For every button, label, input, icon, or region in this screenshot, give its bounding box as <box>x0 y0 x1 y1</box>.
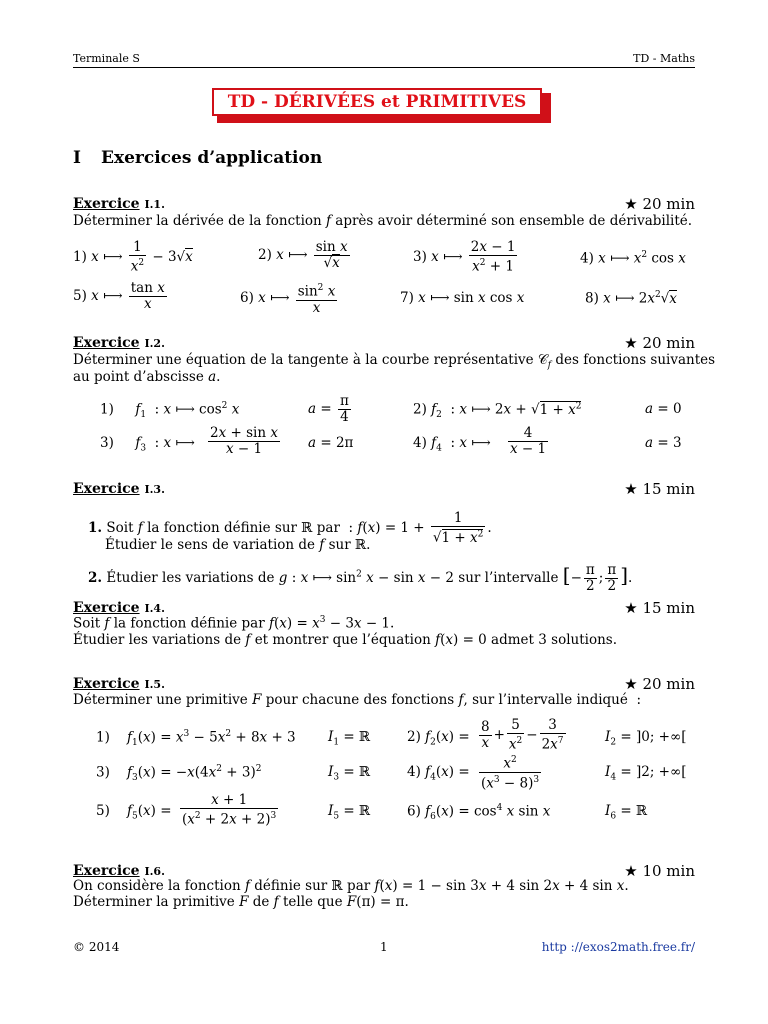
exercise-item: 7) x ⟼ sin x cos x <box>400 290 525 306</box>
exercise-item: 2) $f_2$ : x ⟼ $2x + √1 + x^2$ <box>413 401 582 421</box>
exercise-time: ★ 20 min <box>624 195 695 213</box>
exercise-item: $I_6$ = ℝ <box>605 803 648 822</box>
exercise-item: $\frac{x + 1}{(x^2 + 2x + 2)^3}$ <box>182 792 277 828</box>
exercise-item: 6) $f_6(x) = \cos^4 x$ sin x <box>407 803 551 823</box>
exercise-heading-5 <box>73 676 165 692</box>
section-number: I <box>73 148 81 168</box>
exercise-heading-6 <box>73 863 165 879</box>
exercise-item: 3) $f_3$ : x ⟼ <box>100 435 195 454</box>
header-right: TD - Maths <box>633 52 695 65</box>
exercise-item: $\frac{\text{2x + sin x}}{x - 1}$ <box>210 425 278 457</box>
exercise-heading-1 <box>73 196 165 212</box>
exercise-statement: Déterminer la dérivée de la fonction f après avoir déterminé son ensemble de dérivabilité. <box>73 213 693 229</box>
exercise-item: 5) $f_5(x)$ = <box>96 803 172 822</box>
exercise-number: I.1. <box>144 198 165 211</box>
header-left: Terminale S <box>73 52 140 65</box>
exercise-item: $\frac{4}{x - 1}$ <box>510 425 547 457</box>
exercise-item: a = 3 <box>645 435 682 451</box>
exercise-heading-4 <box>73 600 165 616</box>
exercise-label: Exercice <box>73 335 140 351</box>
exercise-label: Exercice <box>73 196 140 212</box>
exercise-statement: Étudier les variations de f et montrer que l’équation f(x) = 0 admet 3 solutions. <box>73 632 617 648</box>
exercise-item: $I_4 = ]2$; +∞[ <box>605 764 687 783</box>
title-box <box>212 88 542 116</box>
exercise-statement: Déterminer une équation de la tangente à la courbe représentative 𝒞$_f$ des fonctions suivantes <box>73 352 716 371</box>
exercise-item: 3) $f_3(x) = -x(4x^2 + 3)^2$ <box>96 764 262 784</box>
header-rule <box>73 67 695 68</box>
exercise-label: Exercice <box>73 863 140 879</box>
page-number: 1 <box>380 940 388 954</box>
exercise-heading-3 <box>73 481 165 497</box>
exercise-number: I.3. <box>144 483 165 496</box>
exercise-item: 4) $f_4$ : x ⟼ <box>413 435 491 454</box>
section-title: Exercices d’application <box>101 148 323 168</box>
exercise-item: 8) x ⟼ $2x^2√x$ <box>585 290 677 307</box>
exercise-time: ★ 15 min <box>624 599 695 617</box>
exercise-item: a = 0 <box>645 401 682 417</box>
exercise-item: 5) x ⟼ $\frac{\text{tan x}}{x}$ <box>73 280 165 312</box>
exercise-question: 2. Étudier les variations de g : x ⟼ $\sin^2 x - \sin x - 2$ sur l’intervalle [− $\frac{\pi}{2}$ ; $\frac{\pi}{2}$ ]. <box>88 562 633 594</box>
exercise-question: 1. Soit f la fonction définie sur ℝ par : f(x) = 1 + $\frac{1}{√1 + x^2}$ . <box>88 510 492 546</box>
exercise-statement: Soit f la fonction définie par $f(x) = x^3 - 3x - 1$. <box>73 615 395 632</box>
exercise-item: $I_5$ = ℝ <box>328 803 371 822</box>
exercise-statement: Déterminer une primitive F pour chacune des fonctions f, sur l’intervalle indiqué : <box>73 692 641 708</box>
footer-copyright: © 2014 <box>73 940 120 954</box>
exercise-statement: au point d’abscisse a. <box>73 369 221 385</box>
exercise-statement: Déterminer la primitive F de f telle que F(π) = π. <box>73 894 409 910</box>
exercise-item: 1) $f_1$ : x ⟼ $\cos^2 x$ <box>100 401 240 421</box>
exercise-item: a = 2π <box>308 435 354 451</box>
exercise-item: $I_2 = ]0$; +∞[ <box>605 729 687 748</box>
exercise-item: 4) x ⟼ $x^2$ cos x <box>580 250 686 267</box>
exercise-item: $I_1$ = ℝ <box>328 729 371 748</box>
exercise-number: I.5. <box>144 678 165 691</box>
exercise-number: I.2. <box>144 337 165 350</box>
exercise-item: 2) x ⟼ $\frac{\text{sin x}}{√x}$ <box>258 239 348 271</box>
exercise-item: 1) $f_1(x) = x^3 - 5x^2 + 8x + 3$ <box>96 729 296 749</box>
exercise-time: ★ 10 min <box>624 862 695 880</box>
exercise-item: 2) $f_2(x)$ = <box>407 729 470 748</box>
exercise-time: ★ 15 min <box>624 480 695 498</box>
section-heading <box>73 148 322 168</box>
exercise-item: a = $\frac{\pi}{4}$ <box>308 393 349 425</box>
exercise-heading-2 <box>73 335 165 351</box>
exercise-item: 4) $f_4(x)$ = <box>407 764 470 783</box>
exercise-number: I.6. <box>144 865 165 878</box>
exercise-time: ★ 20 min <box>624 334 695 352</box>
exercise-label: Exercice <box>73 481 140 497</box>
exercise-statement: On considère la fonction f définie sur ℝ par f(x) = 1 − sin 3x + 4 sin 2x + 4 sin x. <box>73 878 629 894</box>
exercise-item: 3) x ⟼ $\frac{2x - 1}{x^2 + 1}$ <box>413 239 516 275</box>
page-title: TD - DÉRIVÉES et PRIMITIVES <box>212 88 542 116</box>
exercise-question: Étudier le sens de variation de f sur ℝ. <box>105 537 371 553</box>
exercise-time: ★ 20 min <box>624 675 695 693</box>
footer-link[interactable]: http ://exos2math.free.fr/ <box>541 940 695 954</box>
exercise-item: $I_3$ = ℝ <box>328 764 371 783</box>
exercise-number: I.4. <box>144 602 165 615</box>
exercise-label: Exercice <box>73 600 140 616</box>
exercise-item: $\frac{x^2}{(x^3 - 8)^3}$ <box>481 755 540 791</box>
exercise-item: 6) x ⟼ $\frac{\sin^2 x}{x}$ <box>240 283 336 316</box>
exercise-label: Exercice <box>73 676 140 692</box>
exercise-item: $\frac{8}{x}$ + $\frac{5}{x^2}$ − $\frac{3}{2x^7}$ <box>481 717 564 753</box>
exercise-item: 1) x ⟼ $\frac{1}{x^2}$ − 3√x <box>73 239 193 275</box>
